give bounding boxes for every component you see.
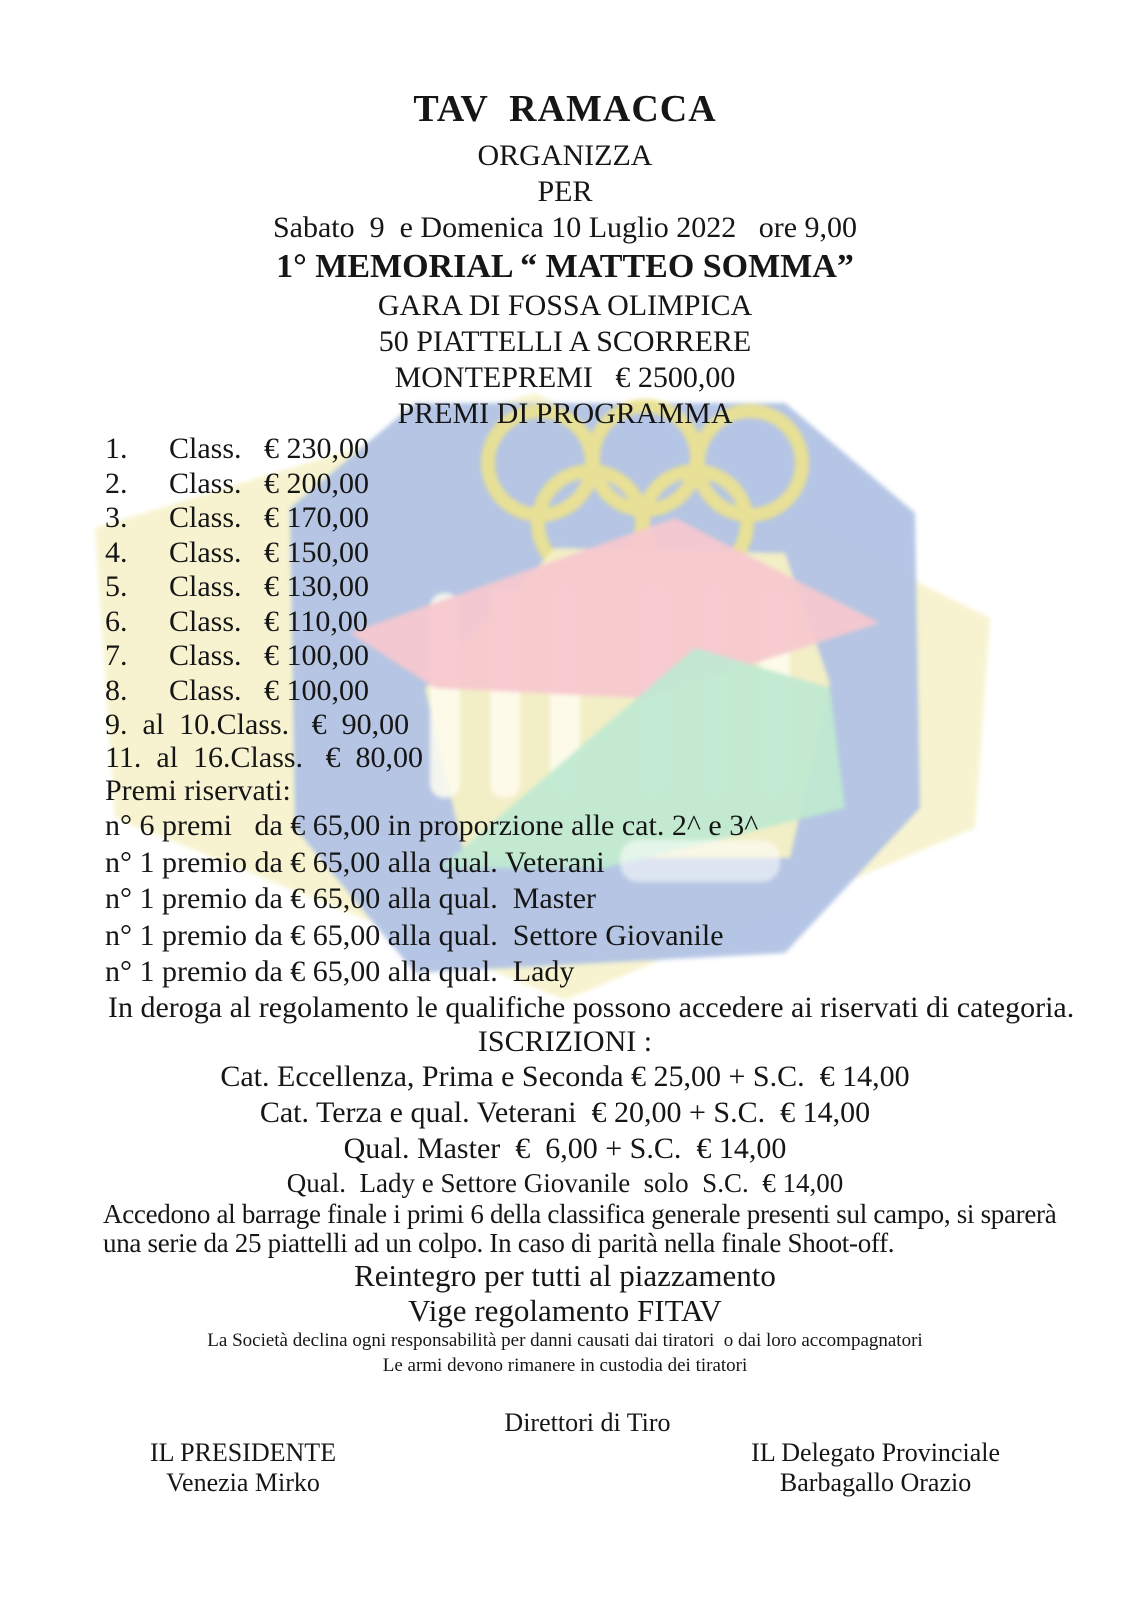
prize-amount: € 170,00 xyxy=(264,501,369,534)
regulation-note: Vige regolamento FITAV xyxy=(408,1292,722,1328)
barrage-rule-line: Accedono al barrage finale i primi 6 della classifica generale presenti sul campo, si sparerà xyxy=(103,1198,1057,1229)
prize-row xyxy=(0,605,1130,640)
shoot-directors-label: Direttori di Tiro xyxy=(504,1407,671,1437)
delegate-name: Barbagallo Orazio xyxy=(779,1467,972,1497)
prize-row xyxy=(0,501,1130,536)
prize-rank: 7. xyxy=(105,639,128,672)
prize-amount: € 100,00 xyxy=(264,673,369,707)
prize-rank: 3. xyxy=(105,501,128,534)
event-title: 1° MEMORIAL “ MATTEO SOMMA” xyxy=(276,248,854,285)
prize-label: Class. xyxy=(169,501,242,534)
reserved-prize-line: n° 6 premi da € 65,00 in proporzione alle cat. 2^ e 3^ xyxy=(105,809,759,842)
prize-amount: € 110,00 xyxy=(264,604,368,638)
prize-label: Class. xyxy=(216,708,290,741)
prize-amount: € 150,00 xyxy=(264,535,369,569)
prize-row xyxy=(0,432,1130,467)
prize-amount: € 90,00 xyxy=(311,708,410,741)
fee-line: Qual. Master € 6,00 + S.C. € 14,00 xyxy=(343,1131,787,1165)
prizes-heading: PREMI DI PROGRAMMA xyxy=(397,397,733,430)
prize-row xyxy=(0,570,1130,605)
prize-label: Class. xyxy=(169,535,242,569)
event-date: Sabato 9 e Domenica 10 Luglio 2022 ore 9,00 xyxy=(272,211,858,244)
prize-label: Class. xyxy=(169,466,242,500)
prize-label: Class. xyxy=(169,639,242,672)
prize-amount: € 80,00 xyxy=(325,741,424,774)
prize-rank: 8. xyxy=(105,673,128,707)
president-signature xyxy=(150,1438,336,1498)
fee-line-small: Qual. Lady e Settore Giovanile solo S.C. € 14,00 xyxy=(286,1167,844,1198)
prize-label: Class. xyxy=(169,432,242,465)
disclaimer-line: Le armi devono rimanere in custodia dei tiratori xyxy=(382,1354,748,1376)
reserved-prize-line: n° 1 premio da € 65,00 alla qual. Settore Giovanile xyxy=(105,918,724,952)
delegate-signature xyxy=(751,1438,1000,1498)
fee-line: Cat. Eccellenza, Prima e Seconda € 25,00 + S.C. € 14,00 xyxy=(220,1059,910,1093)
prize-rank: 9. al 10. xyxy=(105,708,217,741)
president-title: IL PRESIDENTE xyxy=(150,1437,337,1467)
prize-rank: 5. xyxy=(105,570,128,603)
delegate-title: IL Delegato Provinciale xyxy=(751,1437,1000,1467)
prize-row xyxy=(0,674,1130,709)
derogation-note: In deroga al regolamento le qualifiche possono accedere ai riservati di categoria. xyxy=(108,990,1075,1024)
prize-label: Class. xyxy=(230,741,304,774)
organizza-line: ORGANIZZA xyxy=(477,139,653,172)
disclaimer-line: La Società declina ogni responsabilità per danni causati dai tiratori o dai loro accompagnatori xyxy=(207,1329,923,1351)
prize-rank: 11. al 16. xyxy=(105,741,231,774)
signature-block xyxy=(0,1438,1130,1498)
prize-rank: 6. xyxy=(105,604,128,638)
prize-amount: € 130,00 xyxy=(264,570,369,603)
reserved-prizes-heading: Premi riservati: xyxy=(105,774,291,807)
reintegro-note: Reintegro per tutti al piazzamento xyxy=(354,1257,776,1293)
prize-row xyxy=(0,708,1130,741)
prize-row xyxy=(0,536,1130,571)
prize-rank: 2. xyxy=(105,466,128,500)
prize-label: Class. xyxy=(169,604,242,638)
prize-label: Class. xyxy=(169,673,242,707)
prize-amount: € 100,00 xyxy=(264,639,369,672)
event-discipline: GARA DI FOSSA OLIMPICA xyxy=(377,289,753,322)
per-line: PER xyxy=(537,175,593,208)
prize-row xyxy=(0,639,1130,674)
prize-row xyxy=(0,741,1130,774)
prize-rank: 1. xyxy=(105,432,128,465)
reserved-prize-line: n° 1 premio da € 65,00 alla qual. Veterani xyxy=(105,845,605,879)
prize-label: Class. xyxy=(169,570,242,603)
barrage-rule-line: una serie da 25 piattelli ad un colpo. In caso di parità nella finale Shoot-off. xyxy=(103,1227,895,1258)
fee-line: Cat. Terza e qual. Veterani € 20,00 + S.C. € 14,00 xyxy=(259,1095,871,1129)
club-name: TAV RAMACCA xyxy=(413,88,717,130)
president-name: Venezia Mirko xyxy=(166,1467,320,1497)
reserved-prize-line: n° 1 premio da € 65,00 alla qual. Master xyxy=(105,882,597,915)
reserved-prize-line: n° 1 premio da € 65,00 alla qual. Lady xyxy=(105,955,575,988)
prize-pool: MONTEPREMI € 2500,00 xyxy=(394,361,736,394)
prize-rank: 4. xyxy=(105,535,128,569)
prize-row xyxy=(0,467,1130,502)
prize-amount: € 200,00 xyxy=(264,466,369,500)
registration-heading: ISCRIZIONI : xyxy=(477,1024,653,1058)
prize-amount: € 230,00 xyxy=(264,432,369,465)
event-format: 50 PIATTELLI A SCORRERE xyxy=(378,325,752,358)
